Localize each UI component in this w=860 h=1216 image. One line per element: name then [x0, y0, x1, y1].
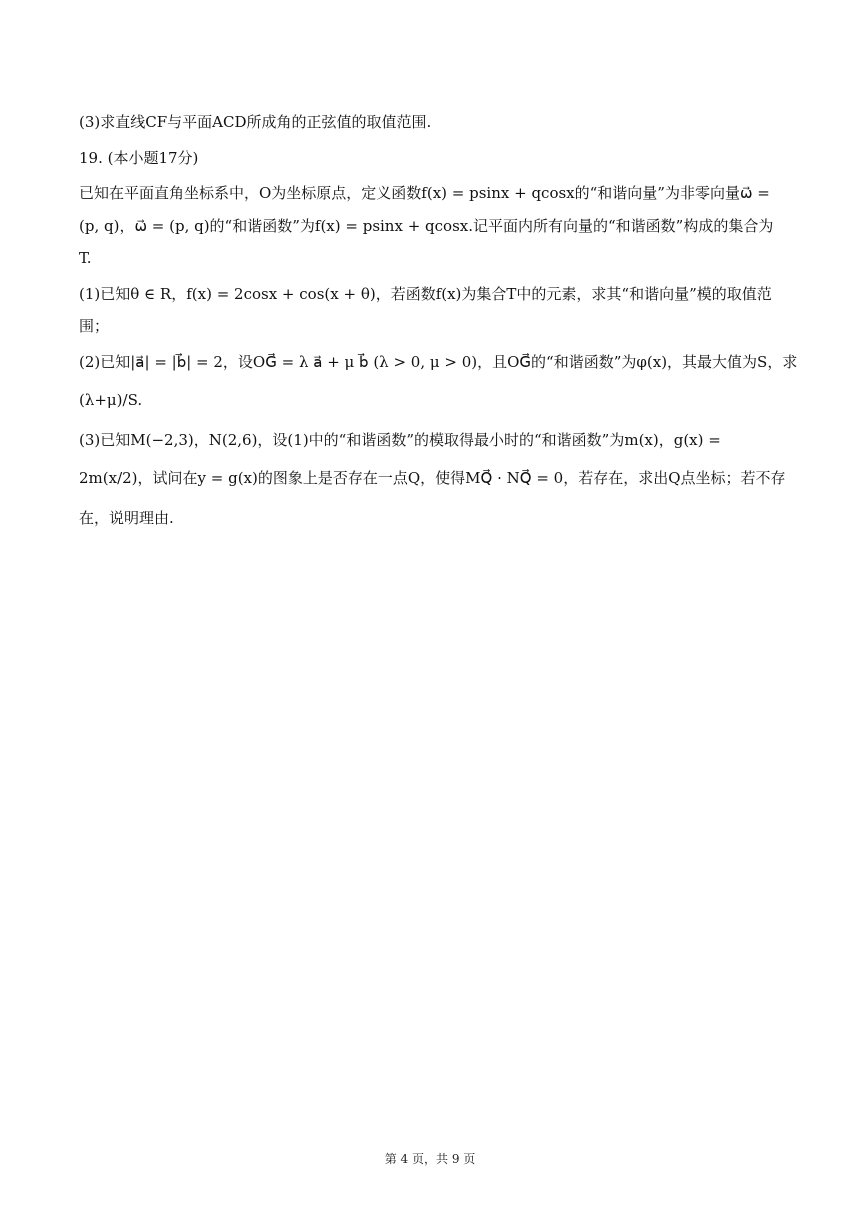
problem-19-intro-line-1: 已知在平面直角坐标系中，O为坐标原点，定义函数f(x) = psinx + qcosx的“和谐向量”为非零向量ω⃗ =: [79, 184, 770, 202]
problem-19-part-2-fraction: (λ+μ)/S.: [79, 391, 143, 409]
problem-19-part-2-line-1: (2)已知|a⃗| = |b⃗| = 2，设OG⃗ = λ a⃗ + μ b⃗ (λ > 0, μ > 0)，且OG⃗的“和谐函数”为φ(x)，其最大值为S，求: [79, 353, 798, 371]
problem-18-part-3: (3)求直线CF与平面ACD所成角的正弦值的取值范围.: [79, 113, 432, 131]
page-footer: 第 4 页，共 9 页: [384, 1152, 476, 1166]
problem-19-intro-line-2: (p, q)，ω⃗ = (p, q)的“和谐函数”为f(x) = psinx + qcosx.记平面内所有向量的“和谐函数”构成的集合为: [79, 217, 774, 235]
problem-19-part-3-line-3: 在，说明理由.: [79, 509, 174, 527]
problem-19-part-3-line-2: 2m(x/2)，试问在y = g(x)的图象上是否存在一点Q，使得MQ⃗ · NQ⃗ = 0，若存在，求出Q点坐标；若不存: [79, 469, 786, 487]
problem-19-part-1-line-1: (1)已知θ ∈ R，f(x) = 2cosx + cos(x + θ)，若函数f(x)为集合T中的元素，求其“和谐向量”模的取值范: [79, 285, 772, 303]
problem-19-part-3-line-1: (3)已知M(−2,3)，N(2,6)，设(1)中的“和谐函数”的模取得最小时的“和谐函数”为m(x)，g(x) =: [79, 431, 721, 449]
problem-19-part-1-line-2: 围；: [79, 317, 110, 335]
problem-19-intro-line-3: T.: [79, 249, 92, 267]
problem-19-header: 19. (本小题17分): [79, 149, 199, 167]
